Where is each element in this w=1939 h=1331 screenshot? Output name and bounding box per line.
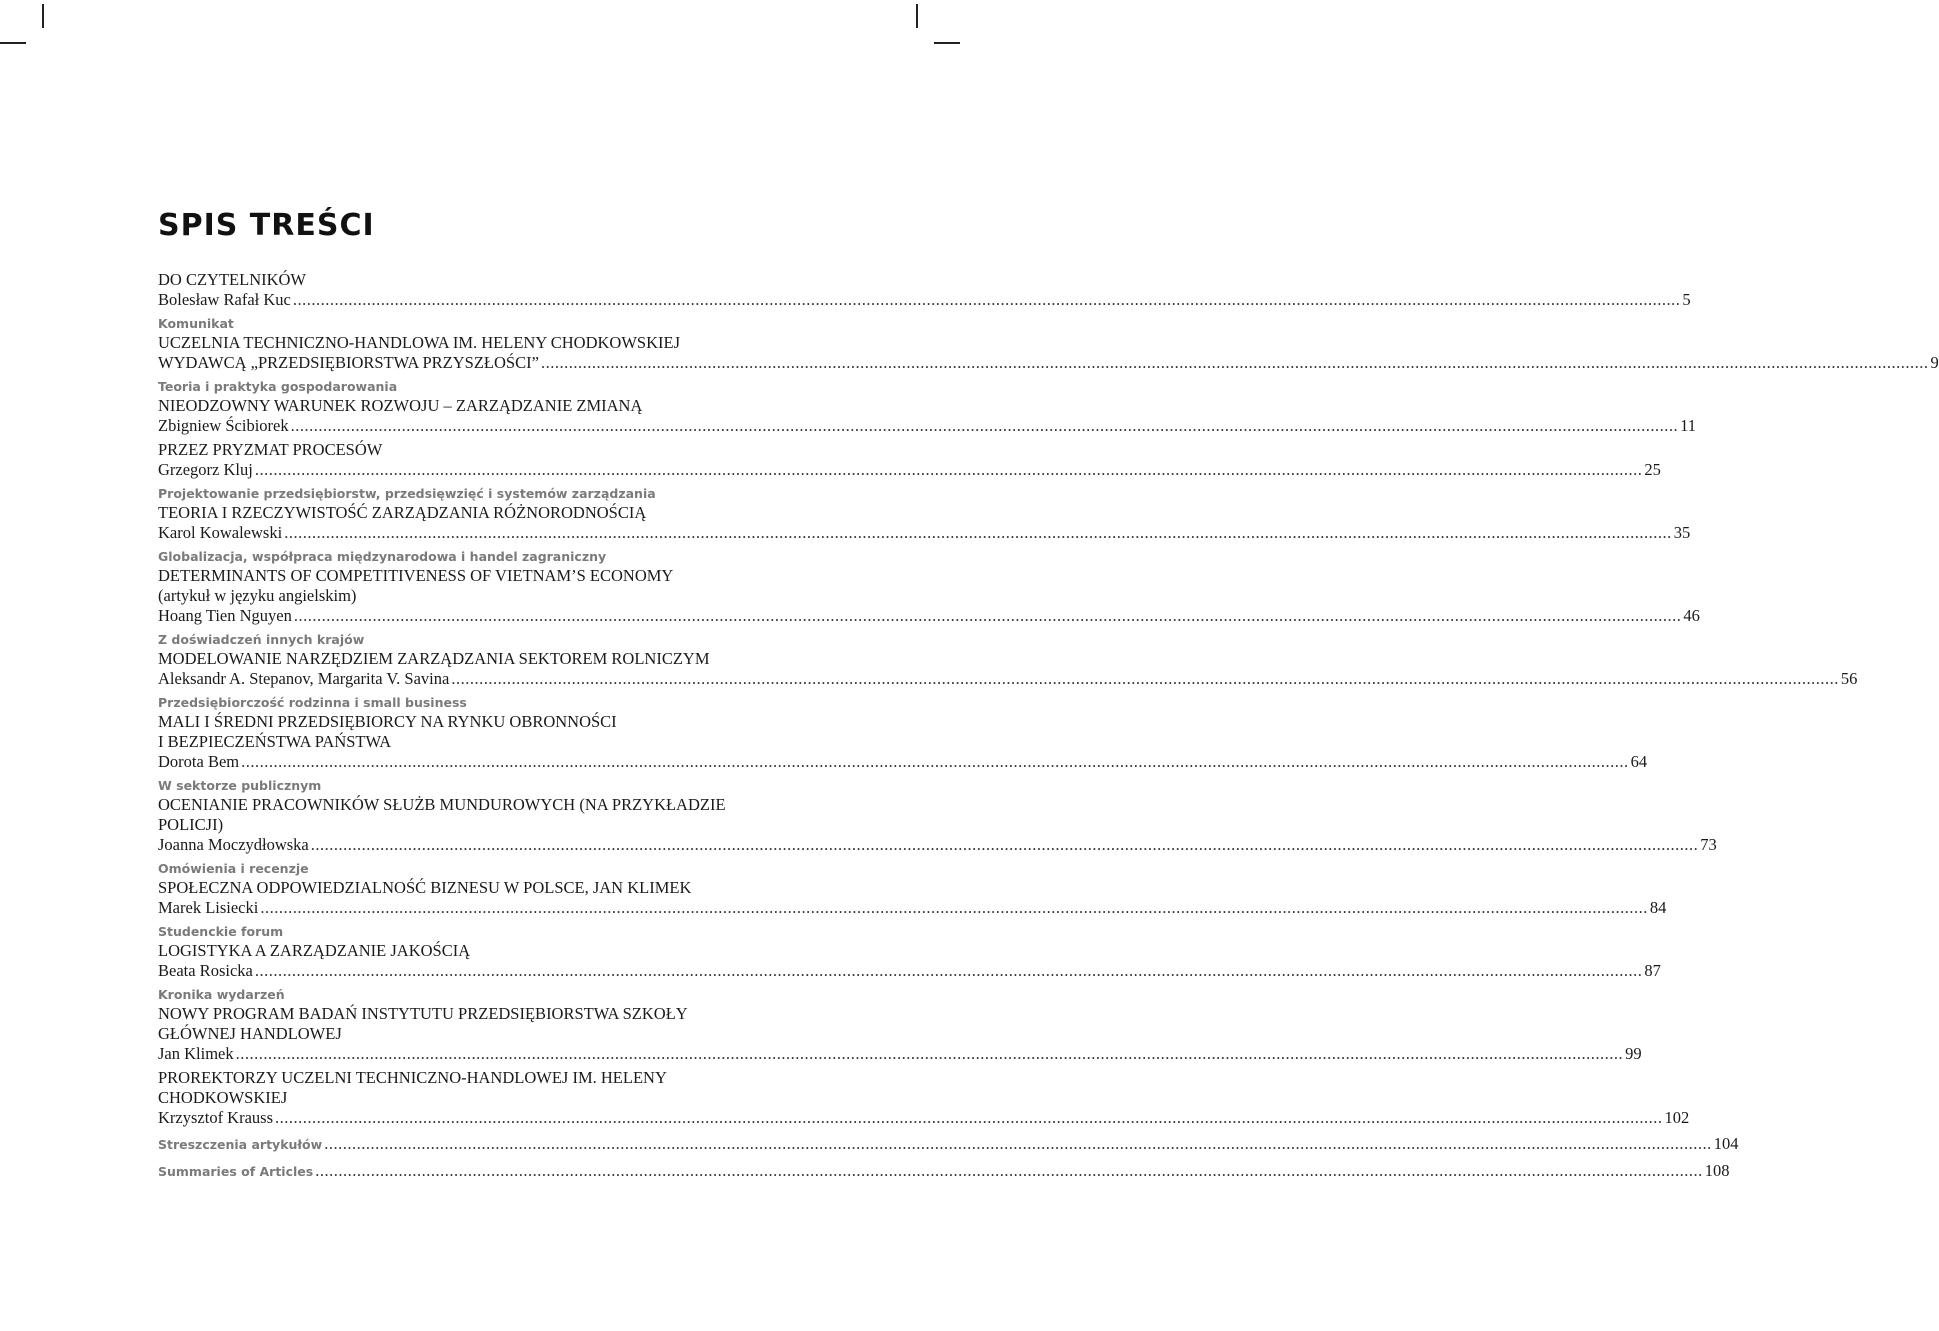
crop-mark <box>934 42 960 44</box>
toc-title-line[interactable]: OCENIANIE PRACOWNIKÓW SŁUŻB MUNDUROWYCH (NA PRZYKŁADZIE <box>158 795 726 814</box>
toc-entry <box>158 924 1661 981</box>
toc-title-line[interactable]: MALI I ŚREDNI PRZEDSIĘBIORCY NA RYNKU OBRONNOŚCI <box>158 712 617 731</box>
toc-author-row[interactable] <box>158 752 1648 772</box>
toc-entry <box>158 1161 1730 1182</box>
toc-author-row[interactable] <box>158 835 1717 855</box>
toc-entry <box>158 1134 1739 1155</box>
toc-page-number: 108 <box>1704 1161 1730 1180</box>
toc-author-row[interactable] <box>158 606 1700 626</box>
dot-leader: ............................................................................................................................................................................................................................................................................................................ <box>451 669 1839 688</box>
toc-title-line[interactable]: POLICJI) <box>158 815 224 834</box>
dot-leader: ............................................................................................................................................................................................................................................................................................................ <box>293 606 1682 625</box>
toc-entry <box>158 861 1667 918</box>
toc-page-number: 46 <box>1683 606 1700 625</box>
toc-entry <box>158 987 1642 1064</box>
dot-leader: ............................................................................................................................................................................................................................................................................................................ <box>315 1161 1703 1180</box>
toc-entry <box>158 270 1691 310</box>
toc-page-number: 25 <box>1644 460 1661 479</box>
toc-author-row[interactable] <box>158 1134 1739 1155</box>
dot-leader: ............................................................................................................................................................................................................................................................................................................ <box>540 353 1929 372</box>
toc-author: Krzysztof Krauss <box>158 1108 274 1127</box>
toc-entry <box>158 379 1696 436</box>
toc-title-line[interactable]: UCZELNIA TECHNICZNO-HANDLOWA IM. HELENY CHODKOWSKIEJ <box>158 333 680 352</box>
toc-page-number: 9 <box>1930 353 1939 372</box>
toc-author: Dorota Bem <box>158 752 240 771</box>
toc-entry <box>158 1068 1690 1128</box>
toc-author: Marek Lisiecki <box>158 898 259 917</box>
dot-leader: ............................................................................................................................................................................................................................................................................................................ <box>310 835 1699 854</box>
toc-entry <box>158 632 1858 689</box>
toc-author: Zbigniew Ścibiorek <box>158 416 289 435</box>
toc-author: WYDAWCĄ „PRZEDSIĘBIORSTWA PRZYSZŁOŚCI” <box>158 353 539 372</box>
toc-section-label: Teoria i praktyka gospodarowania <box>158 379 398 394</box>
toc-title-line[interactable]: NOWY PROGRAM BADAŃ INSTYTUTU PRZEDSIĘBIORSTWA SZKOŁY <box>158 1004 688 1023</box>
dot-leader: ............................................................................................................................................................................................................................................................................................................ <box>290 416 1679 435</box>
toc-author-row[interactable] <box>158 1108 1690 1128</box>
toc-title-line[interactable]: PRZEZ PRYZMAT PROCESÓW <box>158 440 383 459</box>
toc-author-row[interactable] <box>158 1161 1730 1182</box>
toc-author-row[interactable] <box>158 669 1858 689</box>
toc-section-label: Projektowanie przedsiębiorstw, przedsięwzięć i systemów zarządzania <box>158 486 656 501</box>
toc-section-label: Kronika wydarzeń <box>158 987 285 1002</box>
toc-page-number: 99 <box>1625 1044 1642 1063</box>
toc-author: Karol Kowalewski <box>158 523 283 542</box>
toc-title-line[interactable]: DO CZYTELNIKÓW <box>158 270 307 289</box>
toc-title-line[interactable]: (artykuł w języku angielskim) <box>158 586 357 605</box>
toc-page-number: 11 <box>1680 416 1696 435</box>
toc-section-label: Przedsiębiorczość rodzinna i small business <box>158 695 467 710</box>
toc-title-line[interactable]: GŁÓWNEJ HANDLOWEJ <box>158 1024 342 1043</box>
toc-author: Joanna Moczydłowska <box>158 835 309 854</box>
dot-leader: ............................................................................................................................................................................................................................................................................................................ <box>324 1134 1712 1153</box>
page-title: SPIS TREŚCI <box>158 208 375 243</box>
crop-mark <box>916 4 918 28</box>
toc-page-number: 64 <box>1630 752 1648 771</box>
crop-mark <box>42 4 44 28</box>
toc-section-label: Z doświadczeń innych krajów <box>158 632 365 647</box>
dot-leader: ............................................................................................................................................................................................................................................................................................................ <box>292 290 1681 309</box>
toc-page-number: 5 <box>1682 290 1691 309</box>
toc-page-number: 56 <box>1840 669 1858 688</box>
toc-author: Streszczenia artykułów <box>158 1137 323 1152</box>
toc-title-line[interactable]: NIEODZOWNY WARUNEK ROZWOJU – ZARZĄDZANIE ZMIANĄ <box>158 396 643 415</box>
dot-leader: ............................................................................................................................................................................................................................................................................................................ <box>254 961 1643 980</box>
toc-author: Aleksandr A. Stepanov, Margarita V. Savina <box>158 669 450 688</box>
toc-page-number: 84 <box>1649 898 1667 917</box>
toc-author-row[interactable] <box>158 523 1691 543</box>
toc-author: Beata Rosicka <box>158 961 253 980</box>
toc-author: Summaries of Articles <box>158 1164 314 1179</box>
dot-leader: ............................................................................................................................................................................................................................................................................................................ <box>260 898 1648 917</box>
dot-leader: ............................................................................................................................................................................................................................................................................................................ <box>254 460 1643 479</box>
toc-section-label: Studenckie forum <box>158 924 284 939</box>
toc-author: Jan Klimek <box>158 1044 234 1063</box>
toc-author-row[interactable] <box>158 1044 1642 1064</box>
dot-leader: ............................................................................................................................................................................................................................................................................................................ <box>235 1044 1624 1063</box>
toc-author: Grzegorz Kluj <box>158 460 253 479</box>
toc-title-line[interactable]: MODELOWANIE NARZĘDZIEM ZARZĄDZANIA SEKTOREM ROLNICZYM <box>158 649 710 668</box>
toc-author-row[interactable] <box>158 290 1691 310</box>
toc-section-label: Komunikat <box>158 316 234 331</box>
toc-author-row[interactable] <box>158 416 1696 436</box>
dot-leader: ............................................................................................................................................................................................................................................................................................................ <box>241 752 1629 771</box>
toc-author: Hoang Tien Nguyen <box>158 606 292 625</box>
toc-entry <box>158 486 1691 543</box>
toc-entry <box>158 440 1661 480</box>
toc-title-line[interactable]: I BEZPIECZEŃSTWA PAŃSTWA <box>158 732 392 751</box>
toc-author-row[interactable] <box>158 353 1939 373</box>
toc-section-label: Globalizacja, współpraca międzynarodowa i handel zagraniczny <box>158 549 607 564</box>
toc-entry <box>158 695 1648 772</box>
toc-title-line[interactable]: PROREKTORZY UCZELNI TECHNICZNO-HANDLOWEJ IM. HELENY <box>158 1068 667 1087</box>
toc-page-number: 73 <box>1700 835 1717 854</box>
toc-page-number: 104 <box>1713 1134 1739 1153</box>
table-of-contents <box>158 270 1939 1186</box>
toc-title-line[interactable]: DETERMINANTS OF COMPETITIVENESS OF VIETNAM’S ECONOMY <box>158 566 674 585</box>
toc-page-number: 102 <box>1664 1108 1690 1127</box>
toc-author: Bolesław Rafał Kuc <box>158 290 291 309</box>
dot-leader: ............................................................................................................................................................................................................................................................................................................ <box>275 1108 1663 1127</box>
toc-entry <box>158 549 1700 626</box>
toc-title-line[interactable]: SPOŁECZNA ODPOWIEDZIALNOŚĆ BIZNESU W POLSCE, JAN KLIMEK <box>158 878 692 897</box>
toc-section-label: Omówienia i recenzje <box>158 861 309 876</box>
toc-author-row[interactable] <box>158 460 1661 480</box>
toc-section-label: W sektorze publicznym <box>158 778 322 793</box>
toc-author-row[interactable] <box>158 898 1667 918</box>
toc-entry <box>158 316 1939 373</box>
toc-author-row[interactable] <box>158 961 1661 981</box>
crop-mark <box>0 42 26 44</box>
toc-title-line[interactable]: CHODKOWSKIEJ <box>158 1088 288 1107</box>
toc-title-line[interactable]: TEORIA I RZECZYWISTOŚĆ ZARZĄDZANIA RÓŻNORODNOŚCIĄ <box>158 503 647 522</box>
dot-leader: ............................................................................................................................................................................................................................................................................................................ <box>284 523 1672 542</box>
toc-title-line[interactable]: LOGISTYKA A ZARZĄDZANIE JAKOŚCIĄ <box>158 941 471 960</box>
toc-entry <box>158 778 1717 855</box>
toc-page-number: 87 <box>1644 961 1661 980</box>
toc-page-number: 35 <box>1673 523 1691 542</box>
